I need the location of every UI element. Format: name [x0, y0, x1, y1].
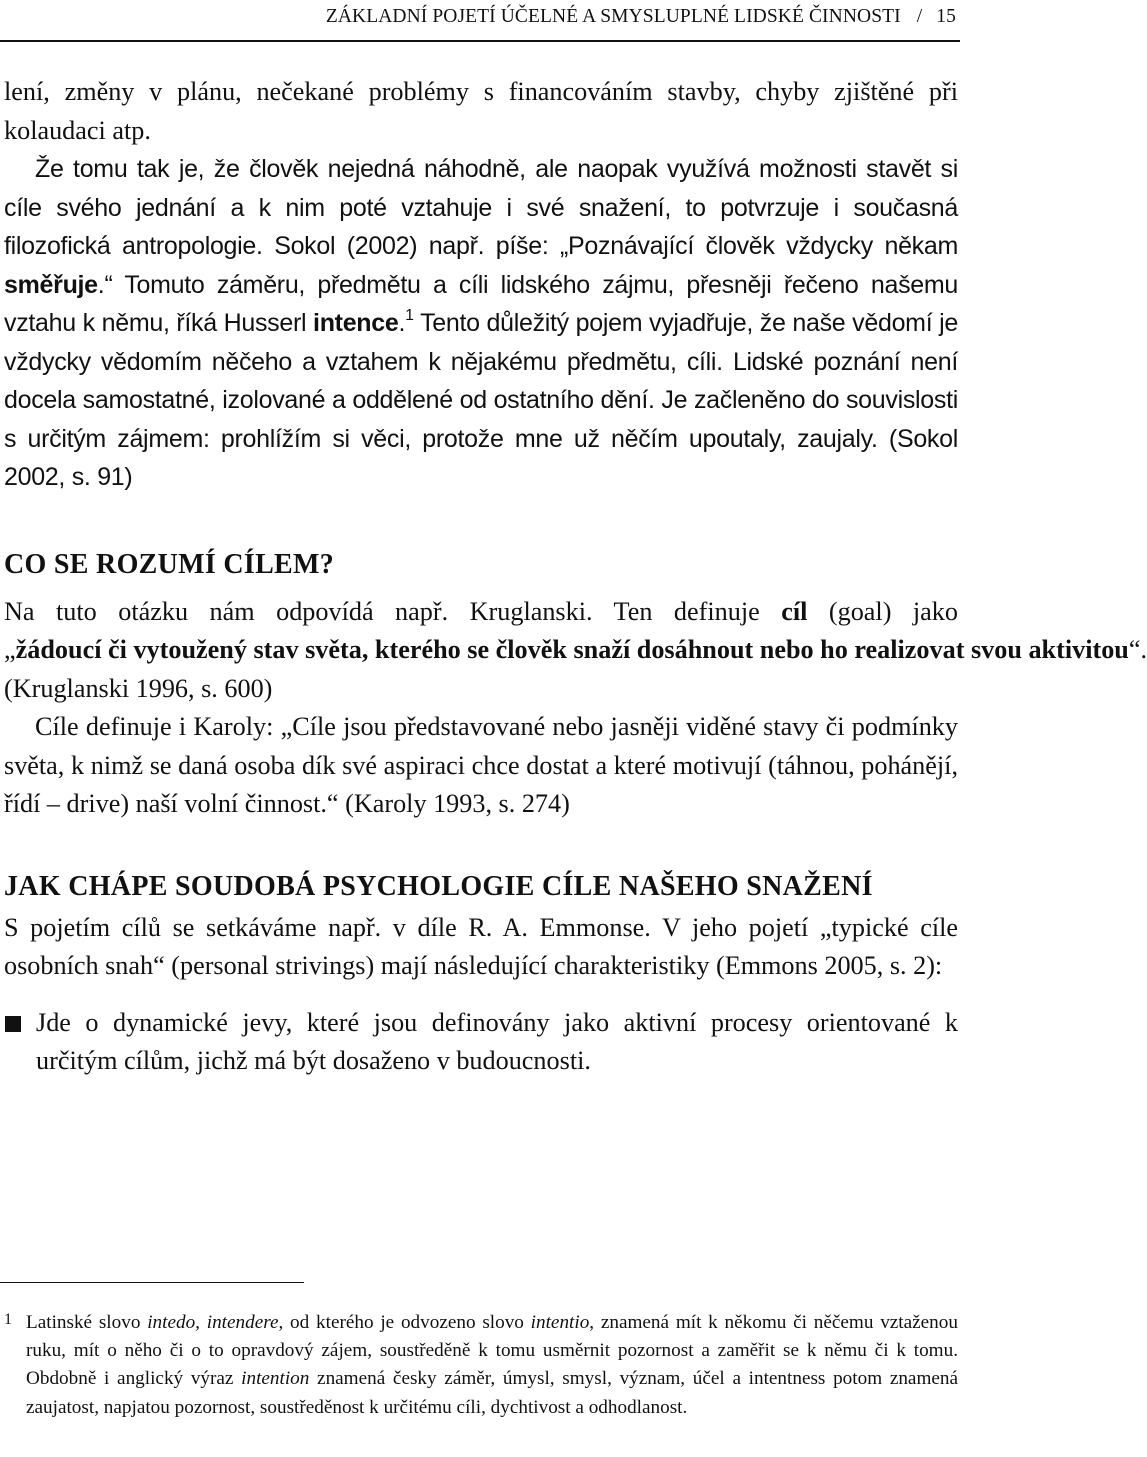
- bullet-text: Jde o dynamické jevy, které jsou definovány jako aktivní procesy orientované k určitým cílům, jichž má být dosaženo v budoucnosti.: [36, 1007, 958, 1075]
- paragraph-kruglanski: [4, 593, 1147, 709]
- section-heading-cil: CO SE ROZUMÍ CÍLEM?: [4, 548, 335, 580]
- paragraph-continuation: lení, změny v plánu, nečekané problémy s financováním stavby, chyby zjištěné při kolaudaci atp.: [4, 77, 958, 145]
- footnote-reference[interactable]: 1: [405, 307, 414, 324]
- text-run: Latinské slovo: [26, 1312, 148, 1333]
- quoted-definition: [4, 635, 1129, 664]
- footnote-number: 1: [4, 1311, 12, 1328]
- paragraph-karoly: Cíle definuje i Karoly: „Cíle jsou představované nebo jasněji viděné stavy či podmínky světa, k nimž se daná osoba dík své aspiraci chce dostat a které motivují (táhnou, pohánějí, řídí – drive) naší volní činnost.“ (Karoly 1993, s. 274): [4, 712, 958, 818]
- text-run: “. (Kruglanski 1996, s. 600): [4, 635, 1147, 703]
- section-heading-psychologie: JAK CHÁPE SOUDOBÁ PSYCHOLOGIE CÍLE NAŠEHO SNAŽENÍ: [4, 870, 873, 902]
- emphasis-smeruje: směřuje: [4, 270, 98, 299]
- paragraph-emmons: S pojetím cílů se setkáváme např. v díle R. A. Emmonse. V jeho pojetí „typické cíle osobních snah“ (personal strivings) mají následující charakteristiky (Emmons 2005, s. 2):: [4, 912, 958, 980]
- page-number: 15: [936, 6, 956, 27]
- emphasis-cil: cíl: [781, 596, 808, 626]
- text-run: Tento důležitý pojem vyjadřuje, že naše vědomí je vždycky vědomím něčeho a vztahem k nějakému předmětu, cíli. Lidské poznání není docela samostatné, izolované a oddělené od ostatního dění. Je začleněno do souvislosti s určitým zájmem: prohlížím si věci, protože mne už něčím upoutaly, zaujaly. (Sokol 2002, s. 91): [4, 309, 958, 491]
- footnote-text: [26, 1309, 958, 1422]
- quote-mark: „: [4, 635, 16, 664]
- header-rule: [0, 40, 960, 42]
- body-text: [4, 73, 1147, 1081]
- bullet-item: [4, 1004, 958, 1081]
- footnote: [4, 1309, 958, 1422]
- text-run: Na tuto otázku nám odpovídá např. Kruglanski. Ten definuje: [4, 596, 782, 626]
- italic-term: intentio: [530, 1312, 590, 1333]
- header-separator: /: [916, 6, 923, 27]
- text-run: znamená česky záměr, úmysl, smysl, význam, účel a intentness potom znamená zaujatost, napjatou pozornost, soustředěnost k určitému cíli, dychtivost a odhodlanost.: [26, 1368, 958, 1418]
- text-run: .“ Tomuto záměru, předmětu a cíli lidského zájmu, přesněji řečeno našemu vztahu k němu, říká Husserl: [4, 270, 958, 337]
- running-header: [326, 6, 956, 28]
- text-run: , znamená mít k někomu či něčemu vztaženou ruku, mít o něho či o to opravdový zájem, soustředěně k tomu usměrnit pozornost a zaměřit se k němu či k tomu. Obdobně i anglický výraz: [26, 1312, 958, 1390]
- text-run: Že tomu tak je, že člověk nejedná náhodně, ale naopak využívá možnosti stavět si cíle svého jednání a k nim poté vztahuje i své snažení, to potvrzuje i současná filozofická antropologie. Sokol (2002) např. píše: „Poznávající člověk vždycky někam: [4, 155, 958, 260]
- square-bullet-icon: [5, 1016, 21, 1032]
- text-run: (goal) jako: [807, 596, 958, 626]
- italic-term: intention: [241, 1368, 310, 1390]
- emphasis-intence: intence: [313, 309, 399, 337]
- footnote-rule: [0, 1282, 304, 1283]
- paragraph-intence: [4, 150, 958, 497]
- running-title: ZÁKLADNÍ POJETÍ ÚČELNÉ A SMYSLUPLNÉ LIDSKÉ ČINNOSTI: [325, 6, 901, 27]
- text-run: .: [398, 309, 406, 337]
- text-run: , od kterého je odvozeno slovo: [278, 1312, 531, 1333]
- emphasis-definition: žádoucí či vytoužený stav světa, kterého se člověk snaží dosáhnout nebo ho realizovat svou aktivitou: [15, 635, 1129, 664]
- italic-term: intedo, intendere: [147, 1312, 279, 1333]
